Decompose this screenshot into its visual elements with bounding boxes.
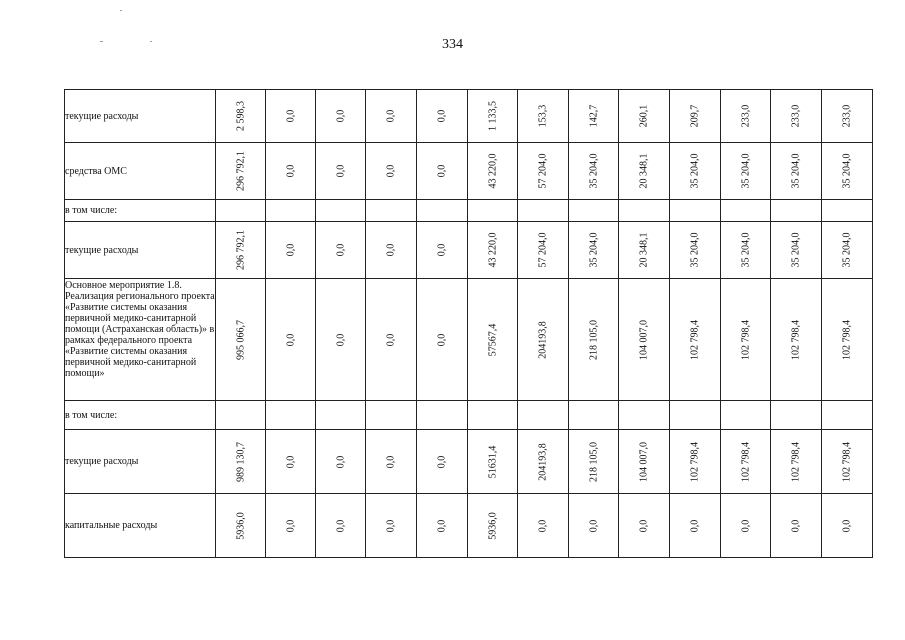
page-number: 334 [442,37,463,52]
value-cell [316,430,366,494]
value-cell [266,143,316,200]
value-cell [468,401,518,430]
value-cell [468,143,518,200]
value-cell [366,143,417,200]
cell-value: 35 204,0 [790,153,802,189]
cell-value: 0,0 [385,109,397,123]
budget-table [64,89,873,558]
value-cell [417,430,468,494]
value-cell [670,90,721,143]
value-cell [468,200,518,222]
value-cell [670,430,721,494]
value-cell [569,401,619,430]
value-cell [771,143,822,200]
value-cell [721,430,771,494]
value-cell [569,143,619,200]
value-cell [518,401,569,430]
value-cell [619,430,670,494]
cell-value: 35 204,0 [689,232,701,268]
table-row [65,430,873,494]
cell-value: 296 792,1 [235,230,246,270]
value-cell [822,279,873,401]
cell-value: 0,0 [436,164,448,178]
value-cell [619,143,670,200]
cell-value: 204193,8 [537,320,549,359]
value-cell [266,430,316,494]
cell-value: 0,0 [285,519,296,532]
cell-value: 995 066,7 [235,319,246,360]
value-cell [417,143,468,200]
row-label: средства ОМС [65,143,216,200]
value-cell [518,222,569,279]
cell-value: 218 105,0 [588,441,599,482]
value-cell [468,90,518,143]
value-cell [619,90,670,143]
value-cell [216,222,266,279]
row-label: текущие расходы [65,430,216,494]
value-cell [771,430,822,494]
cell-value: 20 348,1 [638,232,650,268]
cell-value: 51631,4 [487,445,498,478]
value-cell [468,430,518,494]
cell-value: 102 798,4 [689,319,701,360]
value-cell [366,90,417,143]
cell-value: 0,0 [689,519,701,532]
cell-value: 0,0 [285,109,296,123]
row-label: текущие расходы [65,90,216,143]
value-cell [822,222,873,279]
value-cell [721,494,771,558]
value-cell [266,200,316,222]
value-cell [468,494,518,558]
cell-value: 0,0 [285,243,296,257]
cell-value: 35 204,0 [841,153,853,189]
value-cell [670,200,721,222]
value-cell [721,401,771,430]
value-cell [366,279,417,401]
cell-value: 0,0 [537,519,549,532]
cell-value: 218 105,0 [588,319,599,360]
value-cell [771,90,822,143]
row-label: Основное мероприятие 1.8. Реализация регионального проекта «Развитие системы оказания первичной медико-санитарной помощи (Астраханская область)» в рамках федерального проекта «Развитие системы оказания первичной медико-санитарной помощи» [65,279,216,401]
value-cell [670,494,721,558]
value-cell [569,279,619,401]
value-cell [670,279,721,401]
cell-value: 233,0 [790,104,802,128]
table-row [65,143,873,200]
cell-value: 35 204,0 [740,153,751,189]
value-cell [266,494,316,558]
cell-value: 0,0 [335,519,346,532]
value-cell [366,430,417,494]
value-cell [266,90,316,143]
cell-value: 0,0 [638,519,650,532]
cell-value: 102 798,4 [841,441,853,482]
cell-value: 0,0 [335,333,346,346]
table-row [65,90,873,143]
value-cell [619,200,670,222]
value-cell [569,90,619,143]
cell-value: 35 204,0 [790,232,802,268]
value-cell [518,143,569,200]
value-cell [366,401,417,430]
cell-value: 0,0 [436,109,448,123]
cell-value: 260,1 [638,104,650,128]
value-cell [468,279,518,401]
cell-value: 0,0 [841,519,853,532]
value-cell [518,279,569,401]
value-cell [670,222,721,279]
value-cell [216,494,266,558]
value-cell [822,494,873,558]
row-label: в том числе: [65,401,216,430]
value-cell [316,200,366,222]
table-subheader-row [65,401,873,430]
cell-value: 43 220,0 [487,153,498,189]
cell-value: 233,0 [740,104,751,128]
cell-value: 0,0 [385,333,397,346]
value-cell [216,143,266,200]
value-cell [619,279,670,401]
cell-value: 0,0 [335,164,346,178]
cell-value: 0,0 [385,455,397,468]
row-label: текущие расходы [65,222,216,279]
value-cell [316,222,366,279]
cell-value: 0,0 [588,519,599,532]
cell-value: 0,0 [335,455,346,468]
cell-value: 209,7 [689,104,701,128]
cell-value: 104 007,0 [638,441,650,482]
cell-value: 102 798,4 [689,441,701,482]
value-cell [417,90,468,143]
value-cell [721,279,771,401]
value-cell [619,401,670,430]
value-cell [216,90,266,143]
cell-value: 0,0 [285,333,296,346]
cell-value: 35 204,0 [841,232,853,268]
cell-value: 102 798,4 [740,319,751,360]
value-cell [518,494,569,558]
cell-value: 5936,0 [487,511,498,540]
value-cell [721,200,771,222]
cell-value: 989 130,7 [235,441,246,482]
value-cell [216,430,266,494]
value-cell [316,90,366,143]
cell-value: 102 798,4 [790,319,802,360]
cell-value: 142,7 [588,104,599,128]
value-cell [721,143,771,200]
value-cell [822,143,873,200]
cell-value: 104 007,0 [638,319,650,360]
value-cell [366,494,417,558]
value-cell [316,401,366,430]
table-subheader-row [65,200,873,222]
cell-value: 0,0 [790,519,802,532]
value-cell [569,494,619,558]
cell-value: 20 348,1 [638,153,650,189]
value-cell [771,279,822,401]
value-cell [822,90,873,143]
value-cell [771,494,822,558]
cell-value: 1 133,5 [487,101,498,131]
cell-value: 5936,0 [235,511,246,540]
cell-value: 57 204,0 [537,232,549,268]
cell-value: 0,0 [436,519,448,532]
cell-value: 296 792,1 [235,151,246,191]
value-cell [366,200,417,222]
value-cell [316,279,366,401]
cell-value: 43 220,0 [487,232,498,268]
value-cell [468,222,518,279]
value-cell [771,200,822,222]
cell-value: 153,3 [537,104,549,128]
value-cell [216,200,266,222]
value-cell [569,222,619,279]
value-cell [771,401,822,430]
value-cell [417,200,468,222]
cell-value: 0,0 [740,519,751,532]
cell-value: 0,0 [285,455,296,468]
value-cell [569,430,619,494]
value-cell [316,494,366,558]
cell-value: 0,0 [285,164,296,178]
cell-value: 102 798,4 [841,319,853,360]
value-cell [822,430,873,494]
value-cell [721,90,771,143]
table-row [65,279,873,401]
cell-value: 0,0 [436,455,448,468]
value-cell [771,222,822,279]
cell-value: 0,0 [385,519,397,532]
value-cell [216,401,266,430]
value-cell [417,279,468,401]
table-row [65,222,873,279]
cell-value: 35 204,0 [588,232,599,268]
value-cell [670,401,721,430]
cell-value: 0,0 [436,333,448,346]
value-cell [417,222,468,279]
cell-value: 204193,8 [537,442,549,481]
cell-value: 102 798,4 [790,441,802,482]
cell-value: 35 204,0 [740,232,751,268]
value-cell [518,200,569,222]
cell-value: 0,0 [335,243,346,257]
value-cell [721,222,771,279]
value-cell [822,401,873,430]
cell-value: 57567,4 [487,323,498,356]
value-cell [216,279,266,401]
value-cell [670,143,721,200]
value-cell [518,430,569,494]
row-label: в том числе: [65,200,216,222]
value-cell [366,222,417,279]
cell-value: 0,0 [385,164,397,178]
cell-value: 0,0 [385,243,397,257]
cell-value: 57 204,0 [537,153,549,189]
value-cell [822,200,873,222]
value-cell [316,143,366,200]
value-cell [266,401,316,430]
cell-value: 0,0 [335,109,346,123]
value-cell [518,90,569,143]
cell-value: 0,0 [436,243,448,257]
value-cell [266,222,316,279]
value-cell [417,401,468,430]
value-cell [417,494,468,558]
row-label: капитальные расходы [65,494,216,558]
cell-value: 233,0 [841,104,853,128]
cell-value: 2 598,3 [235,101,246,131]
cell-value: 102 798,4 [740,441,751,482]
cell-value: 35 204,0 [588,153,599,189]
value-cell [619,222,670,279]
value-cell [569,200,619,222]
table-row [65,494,873,558]
value-cell [266,279,316,401]
value-cell [619,494,670,558]
cell-value: 35 204,0 [689,153,701,189]
